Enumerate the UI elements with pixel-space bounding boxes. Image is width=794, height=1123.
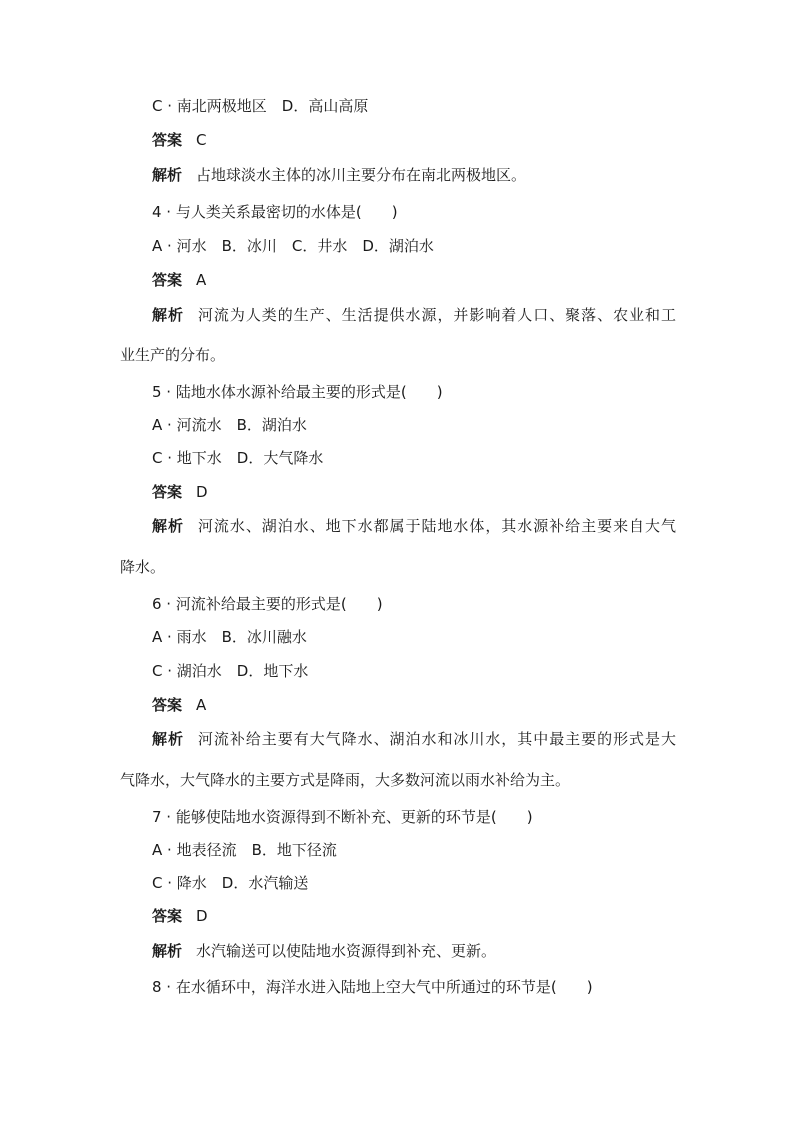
question-5-options-2: C · 地下水 D．大气降水 bbox=[152, 449, 324, 467]
explanation-text: 河流水、湖泊水、地下水都属于陆地水体，其水源补给主要来自大气 bbox=[197, 517, 676, 535]
question-5-explanation-cont: 降水。 bbox=[120, 558, 166, 576]
explanation-text: 水汽输送可以使陆地水资源得到补充、更新。 bbox=[196, 942, 497, 960]
question-7-answer bbox=[152, 906, 208, 926]
answer-value: D bbox=[196, 907, 208, 925]
question-4-answer bbox=[152, 270, 206, 290]
question-5-answer bbox=[152, 482, 208, 502]
explanation-label: 解析 bbox=[152, 166, 183, 184]
option-line: C · 南北两极地区 D．高山高原 bbox=[152, 97, 369, 115]
question-4-explanation bbox=[152, 305, 676, 325]
explanation-label: 解析 bbox=[152, 730, 184, 748]
answer-value: A bbox=[196, 696, 207, 714]
explanation-text: 河流补给主要有大气降水、湖泊水和冰川水，其中最主要的形式是大 bbox=[197, 730, 676, 748]
answer-value: D bbox=[196, 483, 208, 501]
question-7-options-1: A · 地表径流 B．地下径流 bbox=[152, 841, 337, 859]
answer-value: A bbox=[196, 271, 207, 289]
question-6: 6 · 河流补给最主要的形式是( ) bbox=[152, 595, 383, 613]
question-8: 8 · 在水循环中，海洋水进入陆地上空大气中所通过的环节是( ) bbox=[152, 978, 593, 996]
question-7: 7 · 能够使陆地水资源得到不断补充、更新的环节是( ) bbox=[152, 808, 533, 826]
question-6-explanation bbox=[152, 729, 676, 749]
explanation-label: 解析 bbox=[152, 517, 184, 535]
question-6-options-2: C · 湖泊水 D．地下水 bbox=[152, 662, 309, 680]
explanation-text: 河流为人类的生产、生活提供水源，并影响着人口、聚落、农业和工 bbox=[197, 306, 676, 324]
question-5-explanation bbox=[152, 516, 676, 536]
answer-label: 答案 bbox=[152, 907, 183, 925]
question-5: 5 · 陆地水体水源补给最主要的形式是( ) bbox=[152, 383, 443, 401]
explanation-label: 解析 bbox=[152, 942, 183, 960]
question-4-options: A · 河水 B．冰川 C．井水 D．湖泊水 bbox=[152, 237, 434, 255]
explanation-line bbox=[152, 165, 526, 185]
answer-value: C bbox=[196, 131, 207, 149]
answer-label: 答案 bbox=[152, 483, 183, 501]
question-4: 4 · 与人类关系最密切的水体是( ) bbox=[152, 203, 398, 221]
question-6-explanation-cont: 气降水，大气降水的主要方式是降雨，大多数河流以雨水补给为主。 bbox=[120, 771, 571, 789]
explanation-label: 解析 bbox=[152, 306, 184, 324]
question-7-explanation bbox=[152, 941, 496, 961]
question-4-explanation-cont: 业生产的分布。 bbox=[120, 346, 226, 364]
question-6-options-1: A · 雨水 B．冰川融水 bbox=[152, 628, 307, 646]
answer-label: 答案 bbox=[152, 271, 183, 289]
answer-label: 答案 bbox=[152, 696, 183, 714]
explanation-text: 占地球淡水主体的冰川主要分布在南北两极地区。 bbox=[196, 166, 527, 184]
answer-label: 答案 bbox=[152, 131, 183, 149]
answer-line bbox=[152, 130, 207, 150]
question-7-options-2: C · 降水 D．水汽输送 bbox=[152, 874, 309, 892]
question-6-answer bbox=[152, 695, 206, 715]
question-5-options-1: A · 河流水 B．湖泊水 bbox=[152, 416, 307, 434]
